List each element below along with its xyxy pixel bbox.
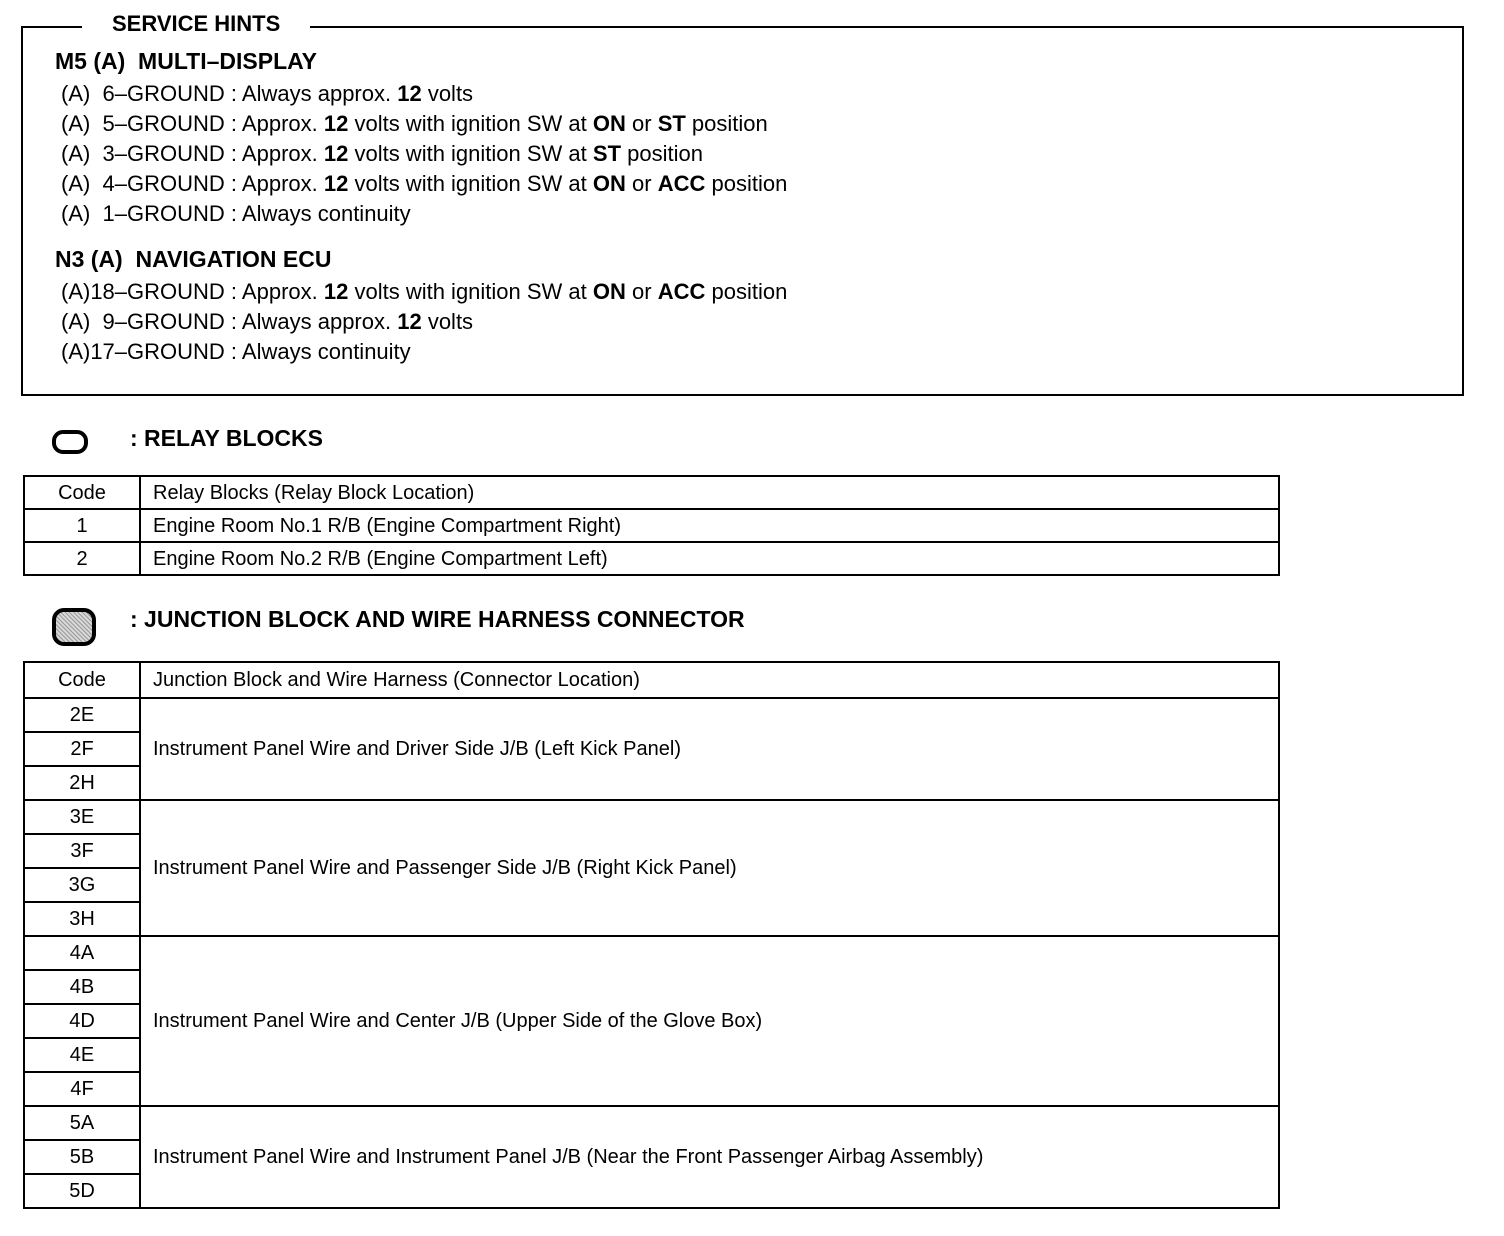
hint-text: 12 xyxy=(323,141,349,166)
junction-block-symbol-icon xyxy=(52,608,96,646)
hint-line xyxy=(61,200,411,228)
junction-code: 2E xyxy=(24,698,140,732)
hint-text: (A)17–GROUND : Always continuity xyxy=(61,339,411,364)
junction-blocks-title: : JUNCTION BLOCK AND WIRE HARNESS CONNECTOR xyxy=(130,606,745,632)
table-row xyxy=(24,1106,1279,1140)
table-row xyxy=(24,800,1279,834)
hint-text: volts with ignition SW at xyxy=(348,111,593,136)
junction-location: Instrument Panel Wire and Center J/B (Upper Side of the Glove Box) xyxy=(140,936,1279,1106)
junction-location: Instrument Panel Wire and Instrument Panel J/B (Near the Front Passenger Airbag Assembly) xyxy=(140,1106,1279,1208)
hint-text: 12 xyxy=(323,279,349,304)
junction-code: 2H xyxy=(24,766,140,800)
relay-location: Engine Room No.2 R/B (Engine Compartment Left) xyxy=(140,542,1279,575)
code-header: Code xyxy=(24,662,140,698)
junction-code: 5B xyxy=(24,1140,140,1174)
hint-text: volts with ignition SW at xyxy=(348,171,593,196)
junction-code: 5A xyxy=(24,1106,140,1140)
relay-location: Engine Room No.1 R/B (Engine Compartment Right) xyxy=(140,509,1279,542)
hint-text: volts xyxy=(421,81,474,106)
hint-line xyxy=(61,278,787,306)
hint-text: (A)18–GROUND : Approx. xyxy=(61,279,324,304)
relay-code: 2 xyxy=(24,542,140,575)
hint-line xyxy=(61,110,768,138)
hint-text: (A) 4–GROUND : Approx. xyxy=(61,171,324,196)
hint-text: position xyxy=(621,141,703,166)
hint-text: or xyxy=(625,111,658,136)
table-row xyxy=(24,509,1279,542)
service-hints-title: SERVICE HINTS xyxy=(82,10,310,38)
hint-line xyxy=(61,80,473,108)
location-header: Relay Blocks (Relay Block Location) xyxy=(140,476,1279,509)
hint-text: (A) 6–GROUND : Always approx. xyxy=(61,81,398,106)
hint-text: 12 xyxy=(323,171,349,196)
junction-code: 4F xyxy=(24,1072,140,1106)
hint-text: ST xyxy=(657,111,686,136)
hint-text: ON xyxy=(592,279,626,304)
hint-text: volts xyxy=(421,309,474,334)
table-row xyxy=(24,936,1279,970)
junction-code: 4B xyxy=(24,970,140,1004)
hint-section-heading: N3 (A) NAVIGATION ECU xyxy=(55,246,332,272)
junction-code: 4E xyxy=(24,1038,140,1072)
hint-text: 12 xyxy=(397,81,422,106)
hint-text: or xyxy=(625,279,658,304)
table-header-row xyxy=(24,476,1279,509)
junction-code: 2F xyxy=(24,732,140,766)
hint-line xyxy=(61,140,703,168)
hint-line xyxy=(61,308,473,336)
hint-text: (A) 9–GROUND : Always approx. xyxy=(61,309,398,334)
hint-text: ON xyxy=(592,171,626,196)
junction-location: Instrument Panel Wire and Passenger Side J/B (Right Kick Panel) xyxy=(140,800,1279,936)
hint-line xyxy=(61,170,787,198)
relay-block-symbol-icon xyxy=(52,430,88,454)
hint-text: ON xyxy=(592,111,626,136)
hint-text: position xyxy=(705,171,788,196)
code-header: Code xyxy=(24,476,140,509)
junction-code: 3G xyxy=(24,868,140,902)
relay-blocks-table xyxy=(23,475,1280,576)
hint-text: ACC xyxy=(657,171,706,196)
junction-blocks-table xyxy=(23,661,1280,1209)
hint-text: (A) 3–GROUND : Approx. xyxy=(61,141,324,166)
hint-section-heading: M5 (A) MULTI–DISPLAY xyxy=(55,48,317,74)
junction-code: 3H xyxy=(24,902,140,936)
junction-code: 3E xyxy=(24,800,140,834)
junction-code: 3F xyxy=(24,834,140,868)
hint-text: ST xyxy=(592,141,622,166)
hint-text: volts with ignition SW at xyxy=(348,141,593,166)
hint-text: (A) 5–GROUND : Approx. xyxy=(61,111,324,136)
relay-code: 1 xyxy=(24,509,140,542)
location-header: Junction Block and Wire Harness (Connector Location) xyxy=(140,662,1279,698)
junction-code: 4A xyxy=(24,936,140,970)
hint-text: 12 xyxy=(323,111,349,136)
hint-line xyxy=(61,338,411,366)
table-header-row xyxy=(24,662,1279,698)
hint-text: or xyxy=(625,171,658,196)
hint-text: ACC xyxy=(657,279,706,304)
table-row xyxy=(24,698,1279,732)
hint-text: position xyxy=(705,279,788,304)
relay-blocks-title: : RELAY BLOCKS xyxy=(130,425,323,451)
hint-text: position xyxy=(685,111,768,136)
junction-code: 5D xyxy=(24,1174,140,1208)
table-row xyxy=(24,542,1279,575)
hint-text: 12 xyxy=(397,309,422,334)
junction-location: Instrument Panel Wire and Driver Side J/B (Left Kick Panel) xyxy=(140,698,1279,800)
hint-text: (A) 1–GROUND : Always continuity xyxy=(61,201,411,226)
junction-code: 4D xyxy=(24,1004,140,1038)
hint-text: volts with ignition SW at xyxy=(348,279,593,304)
